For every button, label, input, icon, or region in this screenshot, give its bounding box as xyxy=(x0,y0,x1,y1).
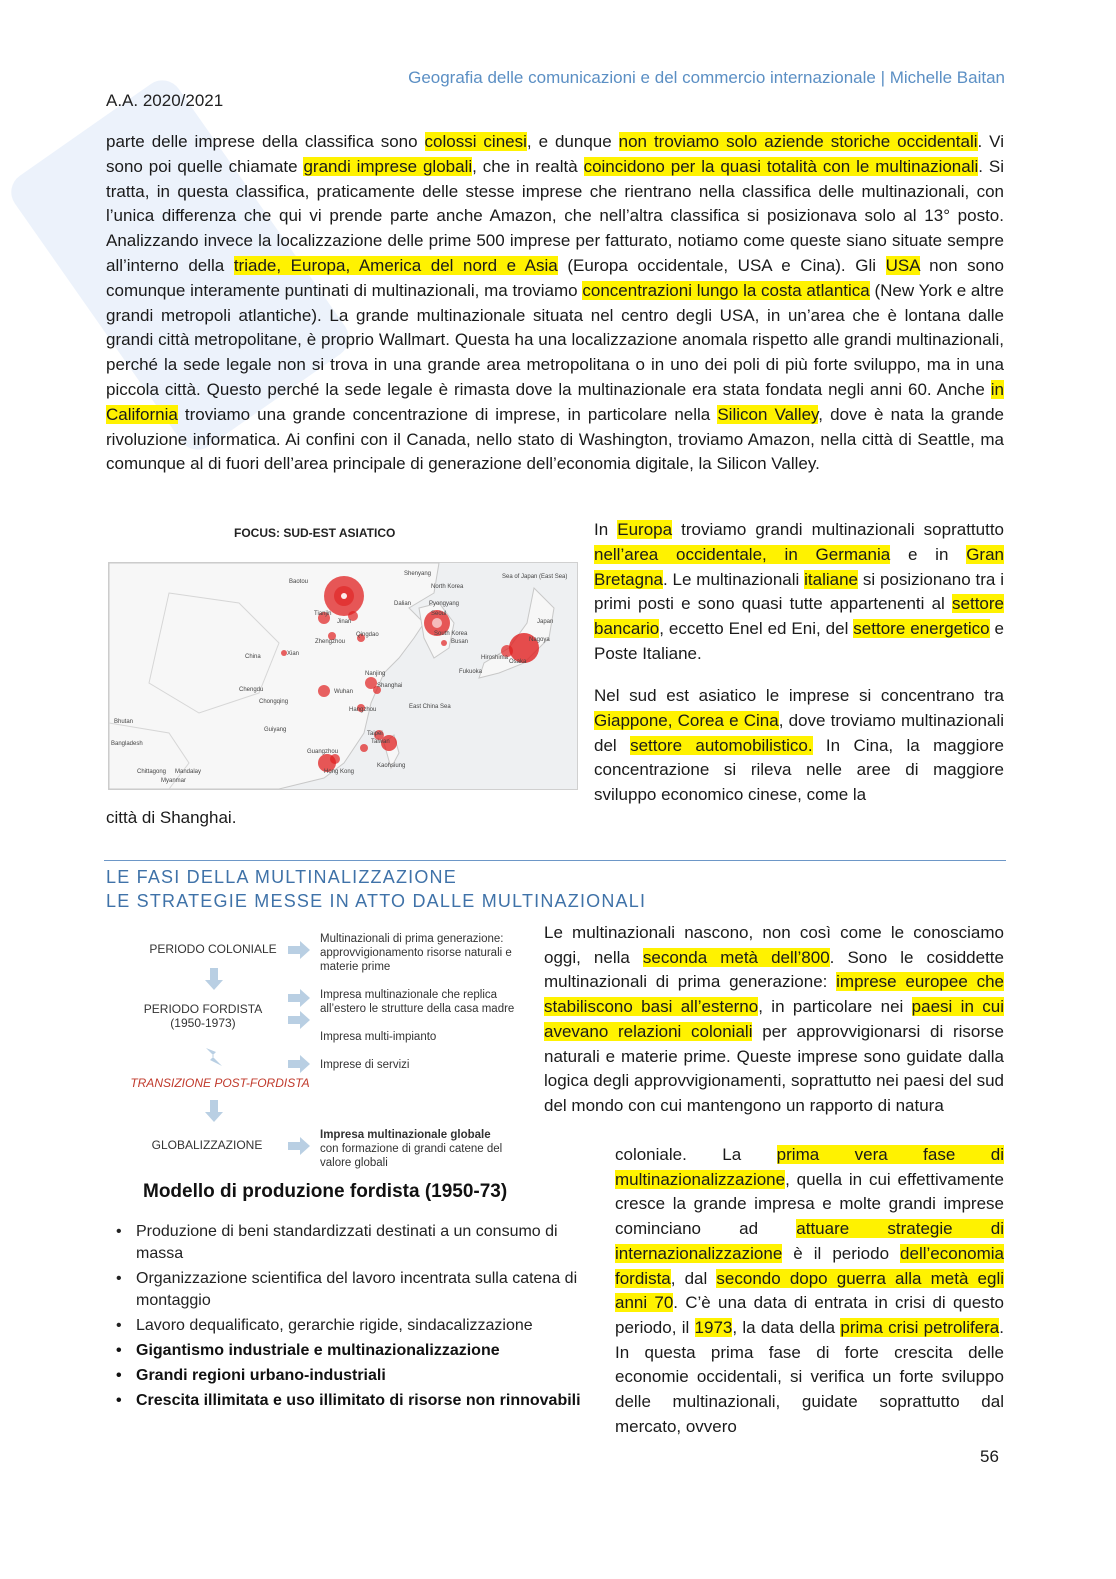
map-label: Baotou xyxy=(289,579,309,585)
arrow-right-icon xyxy=(288,988,312,1008)
list-item: • Organizzazione scientifica del lavoro incentrata sulla catena di montaggio xyxy=(114,1268,584,1312)
map-label: Seoul xyxy=(431,611,447,617)
map-title: FOCUS: SUD-EST ASIATICO xyxy=(234,526,396,540)
list-item: • Gigantismo industriale e multinazionalizzazione xyxy=(114,1340,584,1362)
map-label: Hong Kong xyxy=(324,769,355,775)
arrow-down-icon xyxy=(204,1100,224,1124)
map-label: Busan xyxy=(451,639,469,645)
europe-paragraph: In Europa troviamo grandi multinazionali soprattutto nell’area occidentale, in Germania e in Gran Bretagna. Le multinazionali italiane si posizionano tra i primi posti e sono quasi tutte appartenenti al settore bancario, eccetto Enel ed Eni, del settore energetico e Poste Italiane. xyxy=(594,520,1004,663)
map-label: Taipei xyxy=(367,731,383,737)
phase-colonial: PERIODO COLONIALE xyxy=(149,942,277,956)
header-academic-year: A.A. 2020/2021 xyxy=(106,91,224,110)
phase-desc-global: Impresa multinazionale globale con formazione di grandi catene del valore globali xyxy=(320,1129,503,1169)
map-label: North Korea xyxy=(431,584,464,590)
asia-paragraph-end: città di Shanghai. xyxy=(106,808,237,827)
fordist-phase-paragraph: coloniale. La prima vera fase di multinazionalizzazione, quella in cui effettivamente cresce la grande impresa e molte grandi imprese cominciano ad attuare strategie di internazionalizzazione è il periodo dell’economia fordista, dal secondo dopo guerra alla metà egli anni 70. C’è una data di entrata in crisi di questo periodo, il 1973, la data della prima crisi petrolifera. In questa prima fase di forte crescita delle economie occidentali, si verifica un forte sviluppo delle multinazionali, guidate soprattutto dal mercato, ovvero xyxy=(615,1145,1004,1436)
map-label: Japan xyxy=(537,619,554,625)
phase-desc-replica: Impresa multinazionale che replica all’estero le strutture della casa madre xyxy=(320,989,515,1015)
map-label: Zhengzhou xyxy=(315,639,346,645)
map-label: Taiwan xyxy=(371,739,390,745)
section-title: LE FASI DELLA MULTINALIZZAZIONE xyxy=(106,867,457,887)
list-item: • Lavoro dequalificato, gerarchie rigide, sindacalizzazione xyxy=(114,1315,584,1337)
list-item: • Crescita illimitata e uso illimitato di risorse non rinnovabili xyxy=(114,1390,584,1412)
map-label: Wuhan xyxy=(334,689,353,695)
map-label: Hiroshima xyxy=(481,655,509,661)
map-label: Chengdu xyxy=(239,687,264,693)
map-label: Bangladesh xyxy=(111,741,143,747)
map-label: Osaka xyxy=(509,659,527,665)
map-label: Guiyang xyxy=(264,727,287,733)
phase-desc-services: Imprese di servizi xyxy=(320,1059,410,1071)
fordist-title: Modello di produzione fordista (1950-73) xyxy=(143,1181,508,1202)
arrow-down-icon xyxy=(204,968,224,992)
map-label: Qingdao xyxy=(356,632,379,638)
map-label: Bhutan xyxy=(114,719,134,725)
map-label: Shenyang xyxy=(404,571,432,577)
map-label: East China Sea xyxy=(409,704,451,710)
asia-paragraph: Nel sud est asiatico le imprese si concentrano tra Giappone, Corea e Cina, dove troviamo multinazionali del settore automobilistico. In Cina, la maggiore concentrazione si rileva nelle aree di maggiore sviluppo economico cinese, come la xyxy=(594,686,1004,805)
arrow-zigzag-icon xyxy=(204,1046,224,1070)
map-label: Chongqing xyxy=(259,699,289,705)
map-label: Guangzhou xyxy=(307,749,339,755)
map-label: Hangzhou xyxy=(349,707,377,713)
map-label: Kaohsiung xyxy=(377,763,406,769)
map-label: Fukuoka xyxy=(459,669,483,675)
phase-desc-multi-plant: Impresa multi-impianto xyxy=(320,1031,437,1043)
arrow-right-icon xyxy=(288,1010,312,1030)
phase-desc-first-gen: Multinazionali di prima generazione: approvvigionamento risorse naturali e materie prime xyxy=(320,933,512,973)
section-divider xyxy=(104,860,1006,861)
phase-globalization: GLOBALIZZAZIONE xyxy=(151,1138,263,1152)
map-label: Dalian xyxy=(394,601,412,607)
map-label: Sea of Japan (East Sea) xyxy=(502,574,568,580)
map-label: Nanjing xyxy=(365,671,386,677)
header-course-title: Geografia delle comunicazioni e del commercio internazionale | Michelle Baitan xyxy=(408,68,1005,87)
arrow-right-icon xyxy=(288,1054,312,1074)
map-label: Myanmar xyxy=(161,778,187,784)
map-label: Shanghai xyxy=(377,683,403,689)
intro-paragraph: parte delle imprese della classifica sono colossi cinesi, e dunque non troviamo solo aziende storiche occidentali. Vi sono poi quelle chiamate grandi imprese globali, che in realtà coincidono per la quasi totalità con le multinazionali. Si tratta, in questa classifica, praticamente delle stesse imprese che rientrano nella classifica delle multinazionali, con l’unica differenza che qui vi prende parte anche Amazon, che nell’altra classifica si posizionava solo al 13° posto. Analizzando invece la localizzazione delle prime 500 imprese per fatturato, notiamo come queste siano situate sempre all’interno della triade, Europa, America del nord e Asia (Europa occidentale, USA e Cina). Gli USA non sono comunque interamente puntinati di multinazionali, ma troviamo concentrazioni lungo la costa atlantica (New York e altre grandi metropoli atlantiche). La grande multinazionale situata nel centro degli USA, in un’area che è lontana dalle grandi città metropolitane, è proprio Wallmart. Questa ha una localizzazione anomala rispetto alle grandi multinazionali, perché la sede legale non si trova in una grande area metropolitana o in uno dei poli di più forte sviluppo, ma in una piccola città. Questo perché la sede legale è rimasta dove la multinazionale era stata fondata negli anni 60. Anche in California troviamo una grande concentrazione di imprese, in particolare nella Silicon Valley, dove è nata la grande rivoluzione informatica. Ai confini con il Canada, nello stato di Washington, troviamo Amazon, nella città di Seattle, ma comunque al di fuori dell’area principale di generazione dell’economia digitale, la Silicon Valley. xyxy=(106,132,1004,474)
section-subtitle: LE STRATEGIE MESSE IN ATTO DALLE MULTINAZIONALI xyxy=(106,891,647,911)
map-label: Tianjin xyxy=(314,611,332,617)
phases-diagram xyxy=(110,924,530,1169)
page-number: 56 xyxy=(980,1447,999,1466)
fordist-list xyxy=(114,1221,584,1415)
first-generation-paragraph: Le multinazionali nascono, non così come le conosciamo oggi, nella seconda metà dell’800. Sono le cosiddette multinazionali di prima generazione: imprese europee che stabiliscono basi all’esterno, in particolare nei paesi in cui avevano relazioni coloniali per approvvigionarsi di risorse naturali e materie prime. Queste imprese sono guidate dalla logica degli approvvigionamenti, soprattutto nei paesi del sud del mondo con cui mantengono un rapporto di natura xyxy=(544,923,1004,1115)
list-item: • Produzione di beni standardizzati destinati a un consumo di massa xyxy=(114,1221,584,1265)
map-label: South Korea xyxy=(434,631,468,637)
arrow-right-icon xyxy=(288,1136,312,1156)
phase-fordist: PERIODO FORDISTA (1950-1973) xyxy=(143,1002,263,1030)
map-label: China xyxy=(245,654,261,660)
map-label: Chittagong xyxy=(137,769,167,775)
phase-post-fordist: TRANSIZIONE POST-FORDISTA xyxy=(130,1076,310,1090)
list-item: • Grandi regioni urbano-industriali xyxy=(114,1365,584,1387)
map-label: Jinan xyxy=(337,619,352,625)
arrow-right-icon xyxy=(288,940,312,960)
asia-map xyxy=(108,562,578,790)
map-label: Mandalay xyxy=(175,769,202,775)
map-label: Pyongyang xyxy=(429,601,460,607)
map-label: Xian xyxy=(287,651,300,657)
map-label: Nagoya xyxy=(529,637,550,643)
